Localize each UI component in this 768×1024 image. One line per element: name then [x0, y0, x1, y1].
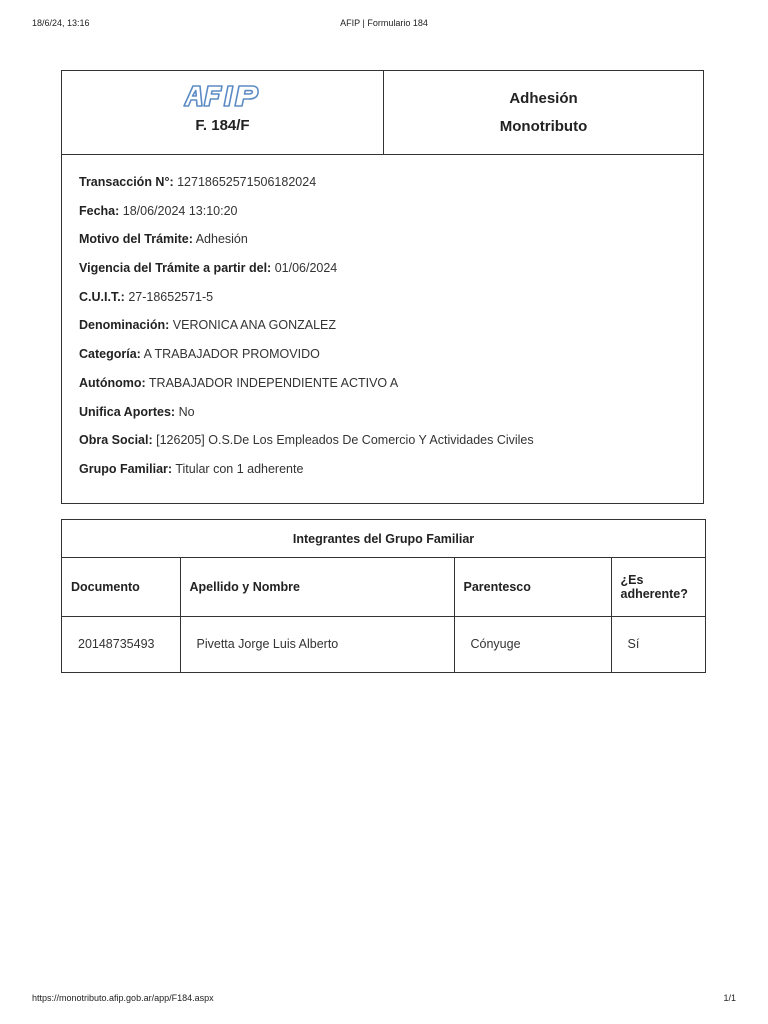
detail-label: Denominación: [79, 318, 170, 333]
table-row [62, 616, 705, 672]
form-box [61, 70, 704, 504]
form-code: F. 184/F [195, 117, 250, 134]
detail-label: Unifica Aportes: [79, 404, 176, 419]
detail-value: VERONICA ANA GONZALEZ [172, 318, 337, 333]
detail-value: 18/06/2024 13:10:20 [122, 203, 238, 218]
print-header [32, 18, 736, 32]
transaction-details [79, 174, 693, 490]
tramite-type: Adhesión [509, 90, 578, 107]
detail-value: [126205] O.S.De Los Empleados De Comercio Y Actividades Civiles [156, 433, 534, 448]
detail-value: Adhesión [195, 232, 248, 247]
detail-value: A TRABAJADOR PROMOVIDO [143, 347, 320, 362]
table-header-row [62, 558, 705, 616]
family-group-title: Integrantes del Grupo Familiar [62, 520, 705, 558]
detail-label: Vigencia del Trámite a partir del: [79, 261, 272, 276]
detail-value: 01/06/2024 [274, 261, 338, 276]
tramite-name: Monotributo [499, 118, 588, 135]
afip-logo [182, 83, 264, 109]
detail-value: TRABAJADOR INDEPENDIENTE ACTIVO A [148, 375, 399, 390]
form-header-right [384, 71, 703, 154]
column-header-parentesco: Parentesco [454, 558, 611, 616]
page-counter: 1/1 [723, 993, 736, 1003]
family-group-table [62, 558, 705, 672]
column-header-apellido-nombre: Apellido y Nombre [180, 558, 454, 616]
column-header-es-adherente: ¿Es adherente? [611, 558, 705, 616]
family-group-box [61, 519, 706, 673]
detail-value: No [178, 404, 195, 419]
detail-reason [79, 231, 693, 260]
detail-label: C.U.I.T.: [79, 289, 125, 304]
cell-apellido-nombre: Pivetta Jorge Luis Alberto [180, 616, 454, 672]
column-header-documento: Documento [62, 558, 180, 616]
detail-family-group [79, 461, 693, 490]
detail-validity [79, 260, 693, 289]
detail-cuit [79, 289, 693, 318]
form-header-left [62, 71, 384, 154]
cell-parentesco: Cónyuge [454, 616, 611, 672]
print-date: 18/6/24, 13:16 [32, 18, 90, 28]
detail-obra-social [79, 432, 693, 461]
detail-value: 12718652571506182024 [177, 175, 317, 189]
detail-label: Autónomo: [79, 375, 146, 390]
cell-documento: 20148735493 [62, 616, 180, 672]
print-title: AFIP | Formulario 184 [340, 18, 428, 28]
detail-autonomo [79, 375, 693, 404]
detail-name [79, 317, 693, 346]
cell-es-adherente: Sí [627, 637, 640, 651]
detail-label: Grupo Familiar: [79, 461, 173, 476]
detail-label: Obra Social: [79, 433, 153, 448]
form-header [62, 71, 703, 155]
detail-date [79, 203, 693, 232]
detail-label: Fecha: [79, 203, 120, 218]
detail-category [79, 346, 693, 375]
detail-value: Titular con 1 adherente [175, 461, 304, 476]
print-footer [32, 993, 736, 1007]
detail-label: Categoría: [79, 347, 141, 362]
detail-label: Motivo del Trámite: [79, 232, 193, 247]
detail-label: Transacción N°: [79, 175, 174, 189]
detail-value: 27-18652571-5 [128, 289, 214, 304]
detail-unifica-aportes [79, 404, 693, 433]
detail-transaction-number [79, 174, 693, 203]
print-url: https://monotributo.afip.gob.ar/app/F184.aspx [32, 993, 214, 1003]
